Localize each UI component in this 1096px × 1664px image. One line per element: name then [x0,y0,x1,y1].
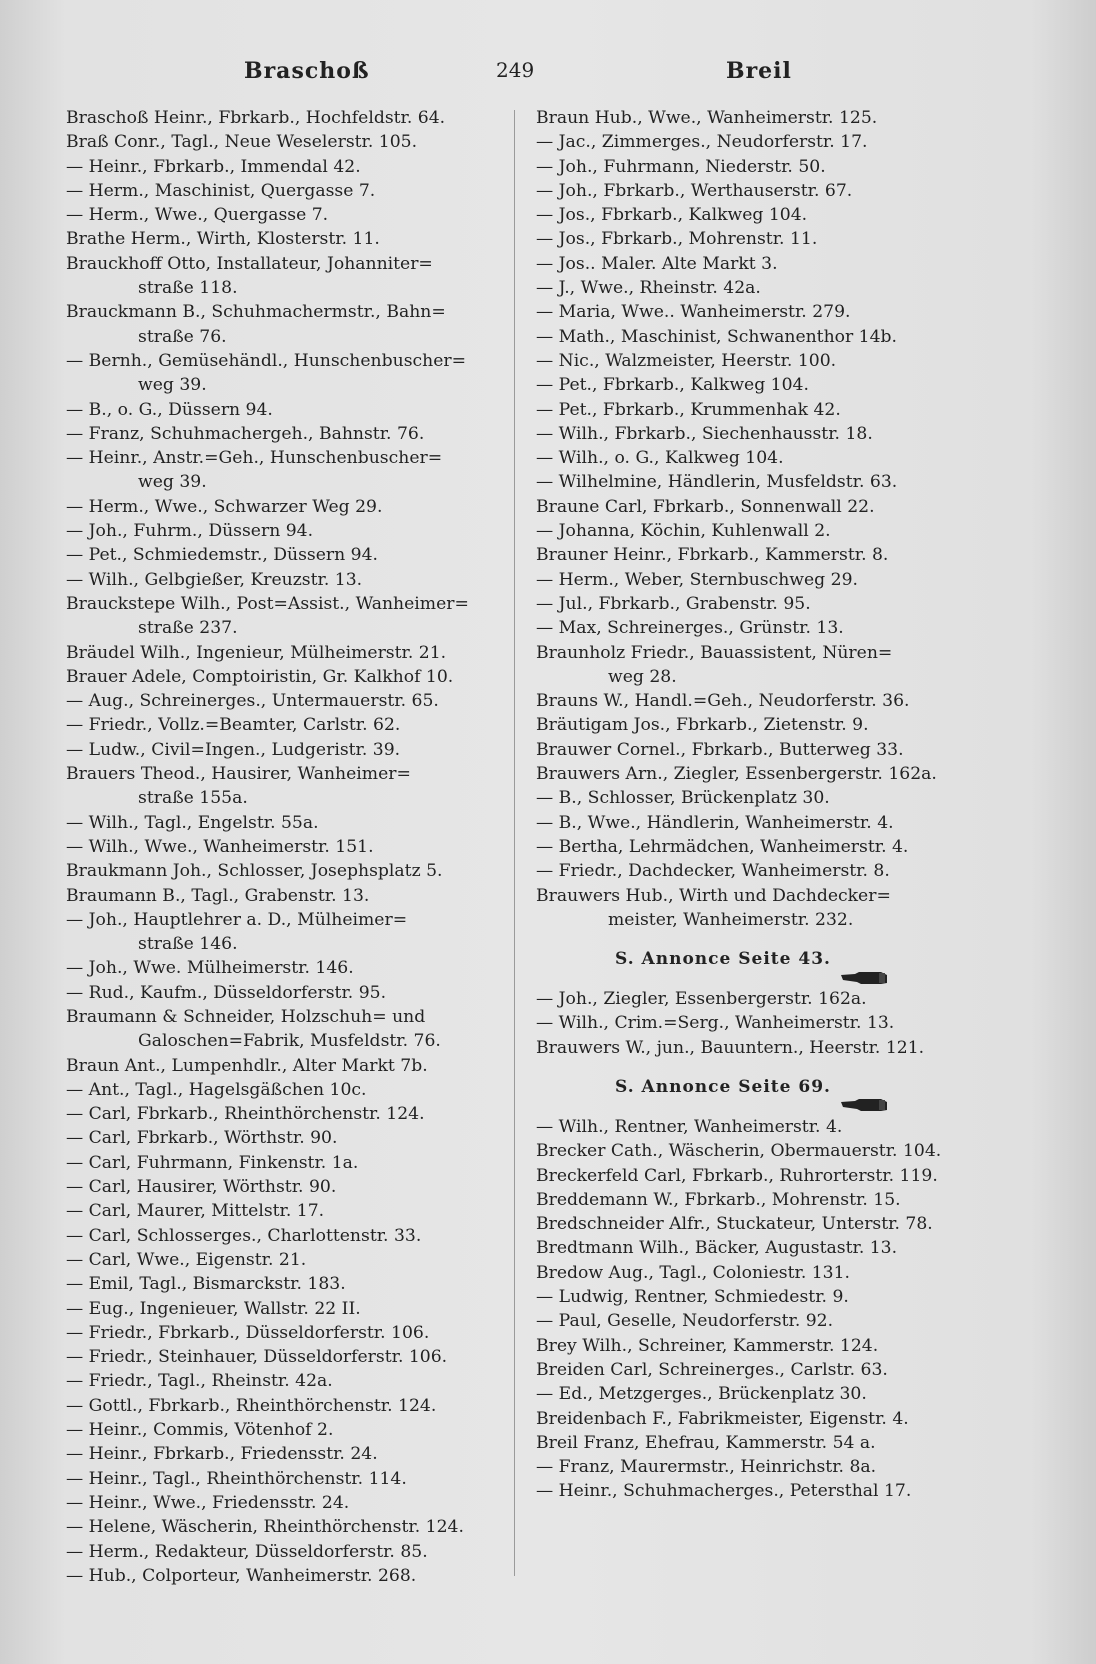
directory-entry: — Pet., Fbrkarb., Krummenhak 42. [536,399,841,420]
directory-entry: Brauer Adele, Comptoiristin, Gr. Kalkhof 10. [66,666,454,687]
directory-entry: — Joh., Fuhrmann, Niederstr. 50. [536,156,826,177]
directory-entry: — Emil, Tagl., Bismarckstr. 183. [66,1274,346,1295]
entry-continuation: straße 146. [138,934,238,955]
directory-entry: Breiden Carl, Schreinerges., Carlstr. 63. [536,1359,888,1380]
directory-entry: Brauckhoff Otto, Installateur, Johanniter= [66,253,433,274]
directory-entry: — Ed., Metzgerges., Brückenplatz 30. [536,1384,867,1405]
directory-entry: — Wilh., Tagl., Engelstr. 55a. [66,812,319,833]
directory-entry: — Franz, Schuhmachergeh., Bahnstr. 76. [66,423,425,444]
directory-entry: Breil Franz, Ehefrau, Kammerstr. 54 a. [536,1432,876,1453]
directory-entry: Braukmann Joh., Schlosser, Josephsplatz 5. [66,861,443,882]
directory-entry: Braun Ant., Lumpenhdlr., Alter Markt 7b. [66,1055,428,1076]
directory-entry: — Heinr., Fbrkarb., Friedensstr. 24. [66,1444,378,1465]
directory-entry: — B., Wwe., Händlerin, Wanheimerstr. 4. [536,812,894,833]
directory-entry: — Wilh., Gelbgießer, Kreuzstr. 13. [66,569,363,590]
directory-entry: — J., Wwe., Rheinstr. 42a. [536,278,761,299]
directory-entry: Brey Wilh., Schreiner, Kammerstr. 124. [536,1335,879,1356]
header-left-keyword: Braschoß [244,58,370,84]
directory-entry: Bräutigam Jos., Fbrkarb., Zietenstr. 9. [536,715,869,736]
directory-entry: — Aug., Schreinerges., Untermauerstr. 65. [66,691,439,712]
directory-entry: Braumann & Schneider, Holzschuh= und [66,1006,426,1027]
directory-entry: — Carl, Fbrkarb., Rheinthörchenstr. 124. [66,1104,425,1125]
entry-continuation: meister, Wanheimerstr. 232. [608,909,854,930]
directory-entry: Brauns W., Handl.=Geh., Neudorferstr. 36. [536,691,910,712]
directory-entry: — Heinr., Anstr.=Geh., Hunschenbuscher= [66,448,443,469]
directory-entry: — Wilhelmine, Händlerin, Musfeldstr. 63. [536,472,898,493]
directory-entry: Brauwer Cornel., Fbrkarb., Butterweg 33. [536,739,904,760]
directory-entry: — Herm., Weber, Sternbuschweg 29. [536,569,858,590]
entry-continuation: weg 39. [138,375,207,396]
directory-entry: — Maria, Wwe.. Wanheimerstr. 279. [536,302,851,323]
directory-entry: — Heinr., Commis, Vötenhof 2. [66,1420,334,1441]
directory-entry: — Wilh., Fbrkarb., Siechenhausstr. 18. [536,423,873,444]
directory-entry: — Herm., Wwe., Schwarzer Weg 29. [66,496,383,517]
directory-entry: — Math., Maschinist, Schwanenthor 14b. [536,326,898,347]
directory-entry: — Jos., Fbrkarb., Mohrenstr. 11. [536,229,818,250]
directory-entry: — Carl, Fuhrmann, Finkenstr. 1a. [66,1152,359,1173]
page-number: 249 [496,58,535,82]
directory-entry: — Carl, Schlosserges., Charlottenstr. 33. [66,1225,422,1246]
directory-entry: — Nic., Walzmeister, Heerstr. 100. [536,350,837,371]
directory-entry: — Herm., Maschinist, Quergasse 7. [66,180,376,201]
directory-entry: — Rud., Kaufm., Düsseldorferstr. 95. [66,982,387,1003]
directory-entry: — Eug., Ingenieuer, Wallstr. 22 II. [66,1298,361,1319]
annonce-text: S. Annonce Seite 69. [615,1076,831,1097]
directory-entry: Brauckstepe Wilh., Post=Assist., Wanheimer= [66,593,469,614]
directory-entry: — Johanna, Köchin, Kuhlenwall 2. [536,521,831,542]
header-right-keyword: Breil [726,58,792,84]
directory-entry: Bräudel Wilh., Ingenieur, Mülheimerstr. 21. [66,642,447,663]
directory-entry: — Friedr., Fbrkarb., Düsseldorferstr. 106. [66,1322,430,1343]
directory-entry: Brauckmann B., Schuhmachermstr., Bahn= [66,302,446,323]
directory-entry: — Herm., Redakteur, Düsseldorferstr. 85. [66,1541,428,1562]
directory-entry: Brauwers Hub., Wirth und Dachdecker= [536,885,891,906]
directory-entry: — Heinr., Wwe., Friedensstr. 24. [66,1492,350,1513]
directory-entry: — Joh., Fbrkarb., Werthauserstr. 67. [536,180,853,201]
directory-entry: — Heinr., Fbrkarb., Immendal 42. [66,156,361,177]
directory-entry: Brauwers W., jun., Bauuntern., Heerstr. 121. [536,1037,925,1058]
directory-entry: — Max, Schreinerges., Grünstr. 13. [536,618,844,639]
directory-entry: — Hub., Colporteur, Wanheimerstr. 268. [66,1565,417,1586]
directory-entry: — B., Schlosser, Brückenplatz 30. [536,788,830,809]
directory-entry: — Joh., Fuhrm., Düssern 94. [66,521,314,542]
directory-entry: — Friedr., Dachdecker, Wanheimerstr. 8. [536,861,890,882]
directory-entry: Bredtmann Wilh., Bäcker, Augustastr. 13. [536,1238,898,1259]
directory-entry: Breckerfeld Carl, Fbrkarb., Ruhrorterstr. 119. [536,1165,938,1186]
directory-entry: Braumann B., Tagl., Grabenstr. 13. [66,885,370,906]
directory-entry: — Ant., Tagl., Hagelsgäßchen 10c. [66,1079,367,1100]
directory-entry: — Jos., Fbrkarb., Kalkweg 104. [536,205,808,226]
directory-entry: Bredow Aug., Tagl., Coloniestr. 131. [536,1262,851,1283]
directory-entry: Braschoß Heinr., Fbrkarb., Hochfeldstr. 64. [66,108,446,128]
directory-entry: — Carl, Maurer, Mittelstr. 17. [66,1201,325,1222]
directory-entry: — Gottl., Fbrkarb., Rheinthörchenstr. 124. [66,1395,437,1416]
entry-continuation: straße 237. [138,618,238,639]
entry-continuation: weg 39. [138,472,207,493]
directory-entry: — Carl, Hausirer, Wörthstr. 90. [66,1177,337,1198]
directory-entry: — Joh., Hauptlehrer a. D., Mülheimer= [66,909,408,930]
column-divider [514,110,515,1576]
directory-entry: Brauner Heinr., Fbrkarb., Kammerstr. 8. [536,545,889,566]
directory-entry: — Jos.. Maler. Alte Markt 3. [536,253,778,274]
entry-continuation: straße 118. [138,278,238,299]
directory-entry: Brecker Cath., Wäscherin, Obermauerstr. 104. [536,1141,942,1162]
page-header [66,58,976,98]
directory-entry: Bredschneider Alfr., Stuckateur, Unterstr. 78. [536,1214,933,1235]
directory-entry: — Friedr., Vollz.=Beamter, Carlstr. 62. [66,715,401,736]
directory-entry: — Carl, Wwe., Eigenstr. 21. [66,1249,307,1270]
annonce-text: S. Annonce Seite 43. [615,949,831,970]
directory-entry: — Wilh., Wwe., Wanheimerstr. 151. [66,836,374,857]
directory-entry: — Herm., Wwe., Quergasse 7. [66,205,329,226]
directory-entry: Breidenbach F., Fabrikmeister, Eigenstr. 4. [536,1408,909,1429]
directory-entry: — Friedr., Steinhauer, Düsseldorferstr. 106. [66,1347,448,1368]
directory-entry: Brathe Herm., Wirth, Klosterstr. 11. [66,229,380,250]
annonce-reference [536,932,966,987]
directory-entry: Braun Hub., Wwe., Wanheimerstr. 125. [536,108,878,128]
directory-entry: — Pet., Fbrkarb., Kalkweg 104. [536,375,809,396]
directory-entry: Braß Conr., Tagl., Neue Weselerstr. 105. [66,132,418,153]
directory-entry: Braune Carl, Fbrkarb., Sonnenwall 22. [536,496,875,517]
pointing-hand-icon [841,1080,887,1094]
directory-entry: — Jul., Fbrkarb., Grabenstr. 95. [536,593,811,614]
directory-entry: — Jac., Zimmerges., Neudorferstr. 17. [536,132,868,153]
right-column [536,106,966,1504]
directory-entry: — Pet., Schmiedemstr., Düssern 94. [66,545,379,566]
directory-entry: — Helene, Wäscherin, Rheinthörchenstr. 124. [66,1517,464,1538]
entry-continuation: straße 76. [138,326,227,347]
directory-entry: — B., o. G., Düssern 94. [66,399,273,420]
directory-entry: — Wilh., o. G., Kalkweg 104. [536,448,784,469]
directory-entry: Braunholz Friedr., Bauassistent, Nüren= [536,642,893,663]
directory-entry: Brauwers Arn., Ziegler, Essenbergerstr. 162a. [536,764,937,785]
directory-entry: — Heinr., Schuhmacherges., Petersthal 17. [536,1481,912,1502]
directory-entry: — Franz, Maurermstr., Heinrichstr. 8a. [536,1457,877,1478]
directory-entry: — Carl, Fbrkarb., Wörthstr. 90. [66,1128,338,1149]
directory-entry: — Ludwig, Rentner, Schmiedestr. 9. [536,1287,849,1308]
entry-continuation: straße 155a. [138,788,248,809]
directory-entry: — Joh., Ziegler, Essenbergerstr. 162a. [536,989,867,1010]
annonce-reference [536,1060,966,1115]
entry-continuation: weg 28. [608,666,677,687]
left-column [66,106,506,1588]
directory-entry: — Joh., Wwe. Mülheimerstr. 146. [66,958,354,979]
directory-entry: Brauers Theod., Hausirer, Wanheimer= [66,764,411,785]
directory-entry: — Bertha, Lehrmädchen, Wanheimerstr. 4. [536,836,909,857]
directory-entry: — Bernh., Gemüsehändl., Hunschenbuscher= [66,350,466,371]
directory-entry: — Ludw., Civil=Ingen., Ludgeristr. 39. [66,739,401,760]
directory-entry: — Heinr., Tagl., Rheinthörchenstr. 114. [66,1468,407,1489]
directory-entry: Breddemann W., Fbrkarb., Mohrenstr. 15. [536,1189,901,1210]
directory-entry: — Paul, Geselle, Neudorferstr. 92. [536,1311,834,1332]
entry-continuation: Galoschen=Fabrik, Musfeldstr. 76. [138,1031,441,1052]
directory-entry: — Friedr., Tagl., Rheinstr. 42a. [66,1371,333,1392]
directory-entry: — Wilh., Crim.=Serg., Wanheimerstr. 13. [536,1013,895,1034]
pointing-hand-icon [841,953,887,967]
directory-entry: — Wilh., Rentner, Wanheimerstr. 4. [536,1116,843,1137]
